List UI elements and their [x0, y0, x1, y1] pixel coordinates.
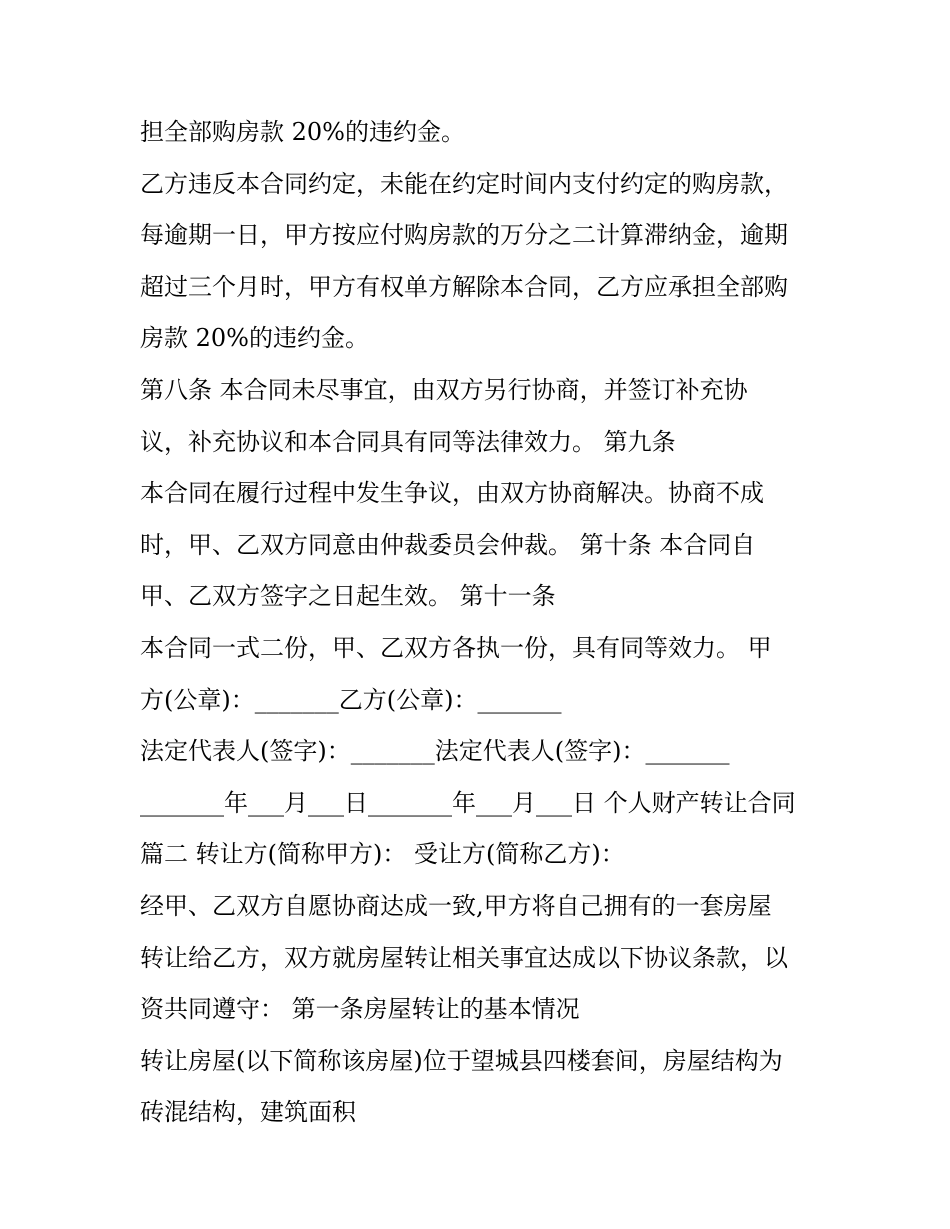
text-line: 时，甲、乙双方同意由仲裁委员会仲裁。 第十条 本合同自: [140, 530, 756, 559]
signature-line-representative: 法定代表人(签字)：_______法定代表人(签字)：_______: [140, 737, 730, 766]
text-line: 乙方违反本合同约定，未能在约定时间内支付约定的购房款，: [140, 169, 788, 198]
text-line: 经甲、乙双方自愿协商达成一致,甲方将自己拥有的一套房屋: [140, 891, 772, 920]
text-line: 转让房屋(以下简称该房屋)位于望城县四楼套间，房屋结构为: [140, 1046, 783, 1075]
section-heading: 篇二 转让方(简称甲方)： 受让方(简称乙方)：: [140, 840, 625, 869]
signature-line-seal: 方(公章)：_______乙方(公章)：_______: [140, 685, 562, 714]
text-line: 房款 20%的违约金。: [140, 324, 369, 353]
text-line: 担全部购房款 20%的违约金。: [140, 118, 465, 146]
text-line: 议，补充协议和本合同具有同等法律效力。 第九条: [140, 427, 676, 456]
document-body: [140, 107, 840, 1139]
text-line: 转让给乙方，双方就房屋转让相关事宜达成以下协议条款，以: [140, 943, 788, 972]
text-line: 本合同一式二份，甲、乙双方各执一份，具有同等效力。 甲: [140, 633, 772, 662]
text-line: 甲、乙双方签字之日起生效。 第十一条: [140, 582, 556, 611]
text-line: 超过三个月时，甲方有权单方解除本合同，乙方应承担全部购: [140, 272, 788, 301]
text-line: 每逾期一日，甲方按应付购房款的万分之二计算滞纳金，逾期: [140, 221, 788, 250]
text-line: 本合同在履行过程中发生争议，由双方协商解决。协商不成: [140, 479, 764, 508]
signature-line-date: _______年___月___日_______年___月___日 个人财产转让合同: [140, 788, 796, 817]
text-line: 资共同遵守： 第一条房屋转让的基本情况: [140, 995, 580, 1024]
text-line: 第八条 本合同未尽事宜，由双方另行协商，并签订补充协: [140, 375, 748, 404]
text-line: 砖混结构，建筑面积: [140, 1098, 356, 1127]
